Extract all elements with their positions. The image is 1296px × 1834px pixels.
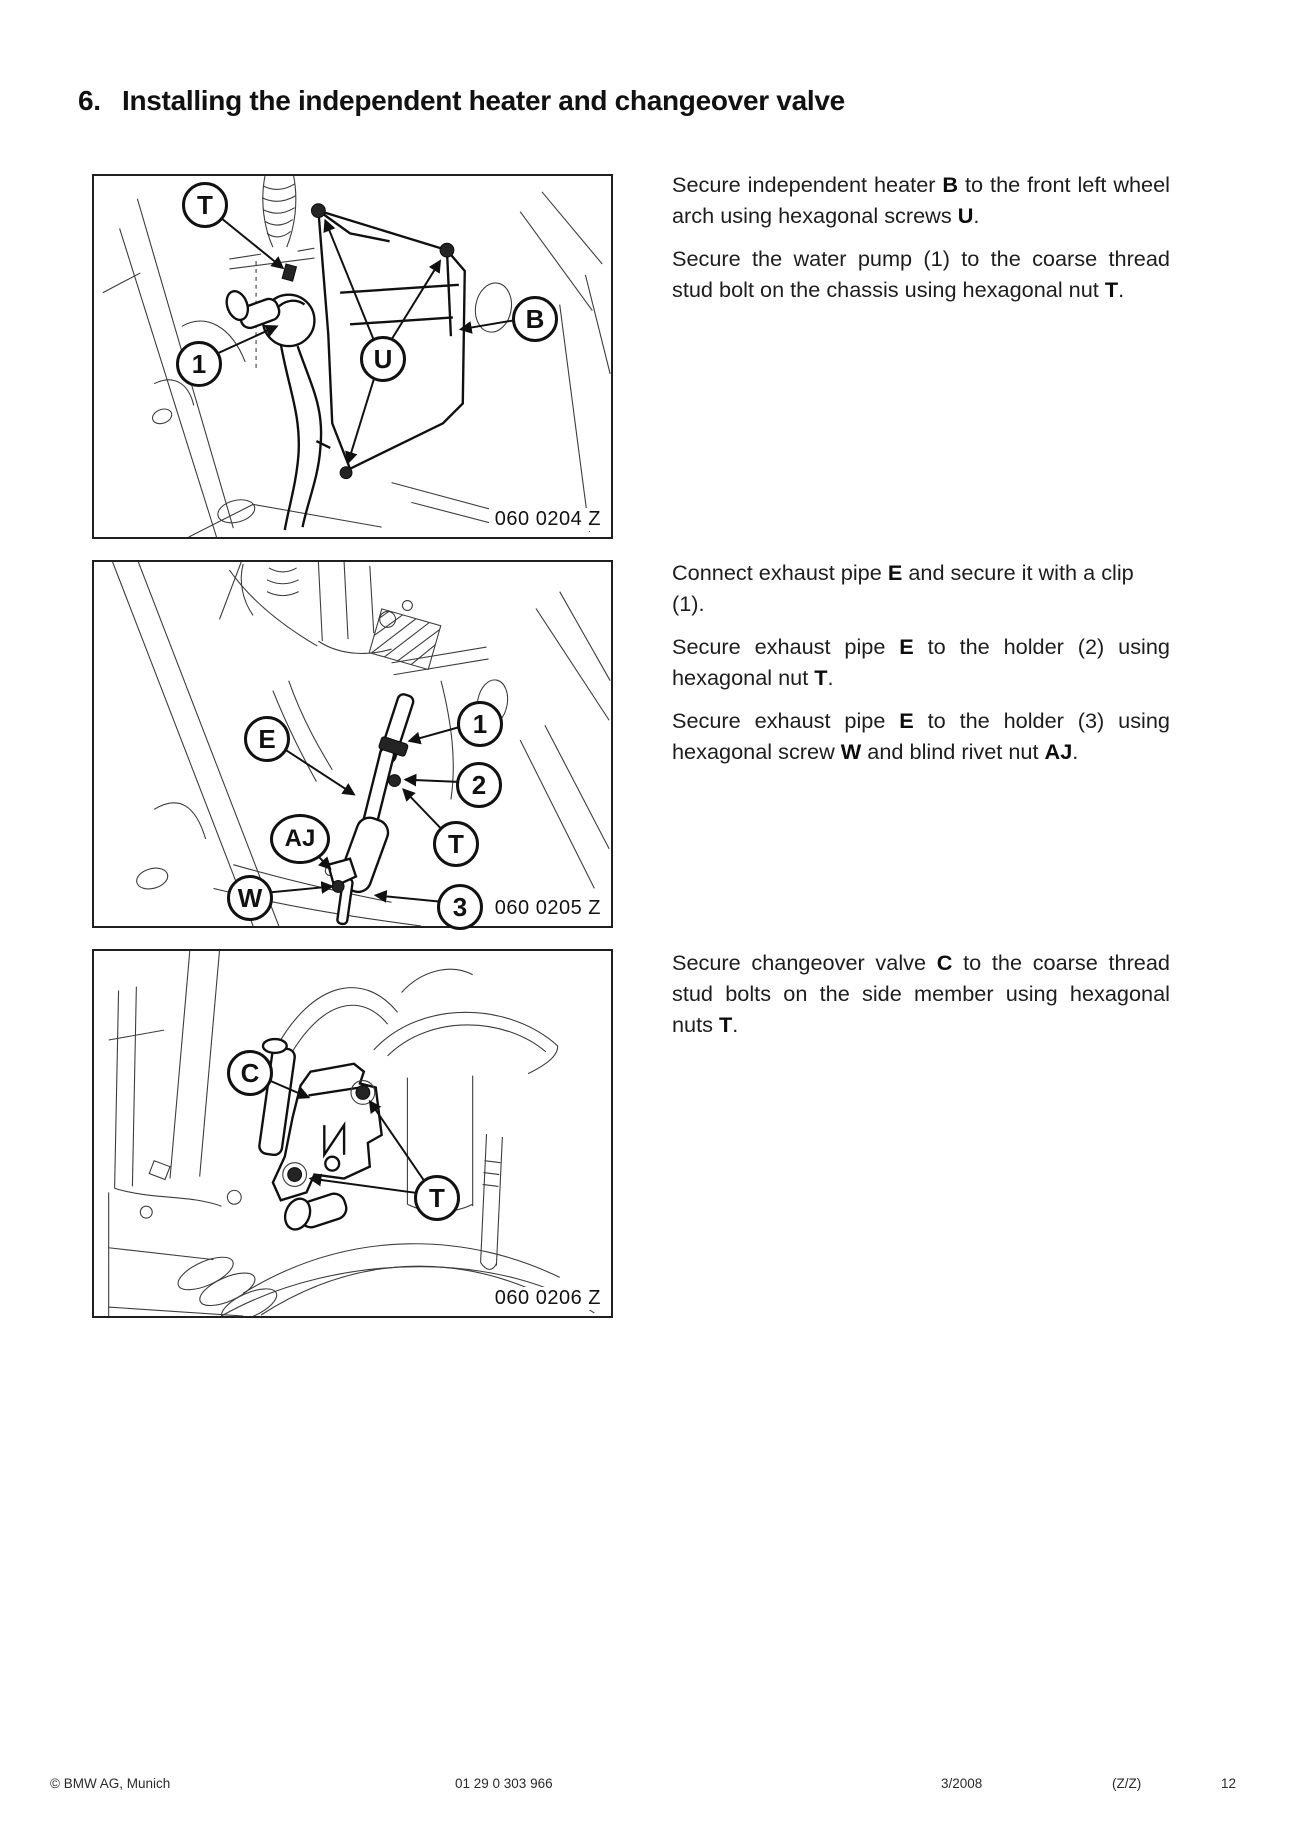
instruction-block [672, 169, 1170, 317]
page-title: Installing the independent heater and changeover valve [122, 85, 845, 116]
callout-AJ: AJ [270, 814, 330, 864]
technical-figure-3 [92, 949, 613, 1318]
callout-2: 2 [456, 762, 502, 808]
callout-C: C [227, 1050, 273, 1096]
instruction-block [672, 557, 1170, 779]
instruction-paragraph: Connect exhaust pipe E and secure it with a clip (1). [672, 560, 1134, 616]
footer-date: 3/2008 [941, 1776, 983, 1791]
footer-copyright: © BMW AG, Munich [50, 1776, 171, 1791]
instruction-paragraph: Secure exhaust pipe E to the holder (3) using hexagonal screw W and blind rivet nut AJ. [672, 708, 1170, 764]
callout-1: 1 [457, 701, 503, 747]
instruction-paragraph: Secure independent heater B to the front left wheel arch using hexagonal screws U. [672, 172, 1170, 228]
engine-line-art [94, 176, 611, 537]
instruction-paragraph: Secure exhaust pipe E to the holder (2) using hexagonal nut T. [672, 634, 1170, 690]
instruction-paragraph: Secure the water pump (1) to the coarse thread stud bolt on the chassis using hexagonal nut T. [672, 246, 1170, 302]
engine-line-art [94, 951, 611, 1316]
callout-1: 1 [176, 341, 222, 387]
heater-and-pump-outline [223, 211, 465, 530]
technical-figure-1 [92, 174, 613, 539]
callout-E: E [244, 716, 290, 762]
footer-revision: (Z/Z) [1112, 1776, 1142, 1791]
footer-document-number: 01 29 0 303 966 [455, 1776, 553, 1791]
callout-T: T [182, 182, 228, 228]
figure-caption: 060 0206 Z [489, 1287, 601, 1310]
instruction-block [672, 947, 1170, 1052]
figure-caption: 060 0205 Z [489, 897, 601, 920]
footer-page-number: 12 [1221, 1776, 1237, 1791]
figure-caption: 060 0204 Z [489, 508, 601, 531]
technical-figure-2 [92, 560, 613, 928]
instruction-paragraph: Secure changeover valve C to the coarse thread stud bolts on the side member using hexagonal nuts T. [672, 950, 1170, 1037]
callout-W: W [227, 875, 273, 921]
section-number: 6. [78, 85, 101, 116]
callout-U: U [360, 336, 406, 382]
engine-line-art [94, 562, 611, 926]
changeover-valve-outline [258, 1039, 381, 1233]
callout-T: T [414, 1175, 460, 1221]
callout-T: T [433, 821, 479, 867]
callout-3: 3 [437, 884, 483, 930]
callout-B: B [512, 296, 558, 342]
